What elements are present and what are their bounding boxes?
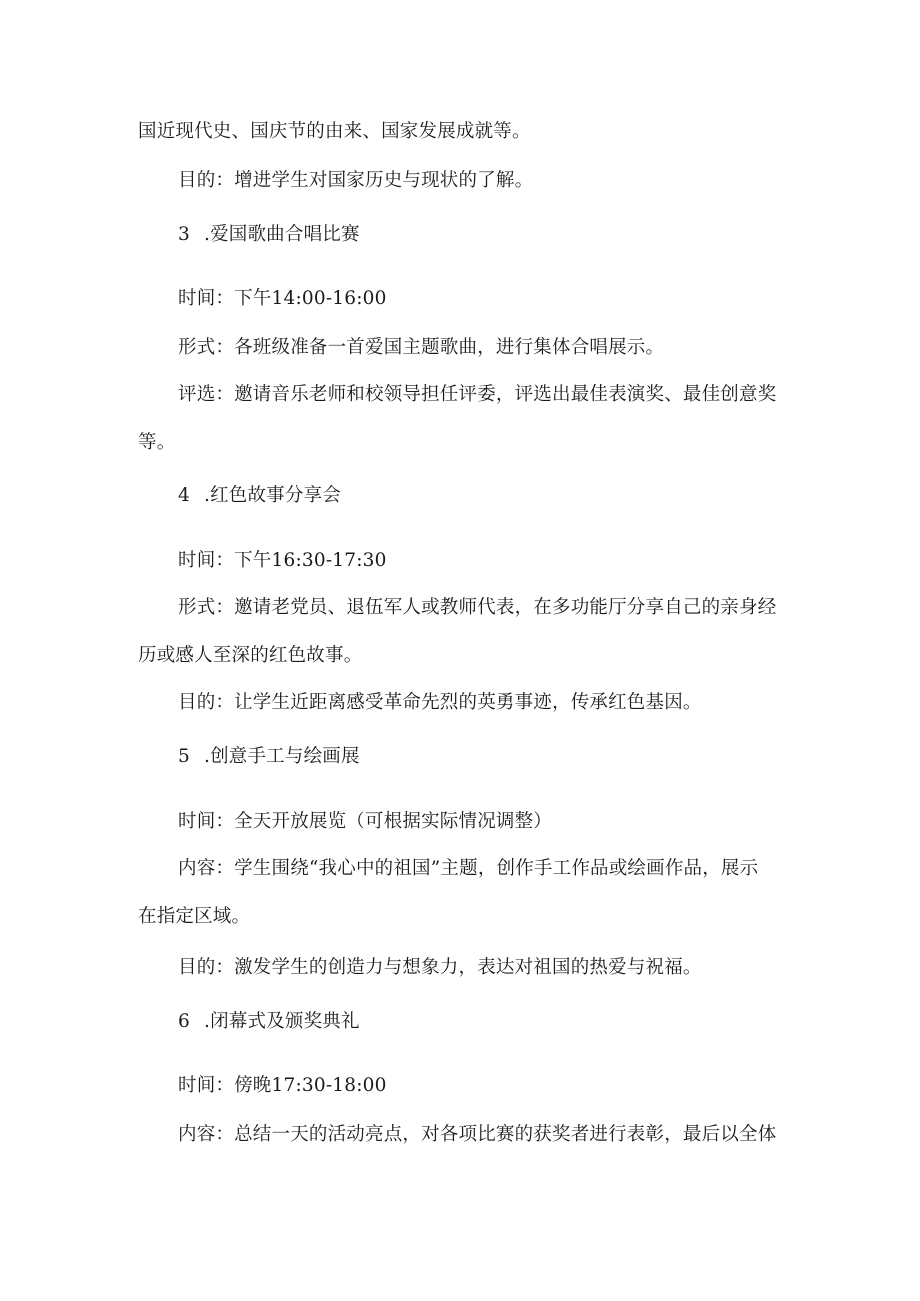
paragraph-line: 目的：让学生近距离感受革命先烈的英勇事迹，传承红色基因。	[178, 692, 702, 713]
paragraph-line: 时间：下午16:30-17:30	[178, 550, 387, 571]
section-title: .创意手工与绘画展	[204, 746, 360, 767]
section-heading-4	[178, 485, 818, 507]
paragraph-line: 目的：增进学生对国家历史与现状的了解。	[178, 170, 534, 191]
section-title: .红色故事分享会	[204, 485, 341, 506]
section-number: 3	[178, 224, 190, 245]
section-heading-6	[178, 1011, 818, 1033]
paragraph-line: 形式：邀请老党员、退伍军人或教师代表，在多功能厅分享自己的亲身经	[178, 597, 777, 618]
paragraph-line: 等。	[138, 432, 176, 453]
section-title: .闭幕式及颁奖典礼	[204, 1011, 360, 1032]
paragraph-line: 在指定区域。	[138, 906, 251, 927]
paragraph-line: 时间：下午14:00-16:00	[178, 288, 387, 309]
paragraph-line: 内容：学生围绕“我心中的祖国”主题，创作手工作品或绘画作品，展示	[178, 858, 759, 879]
paragraph-line: 时间：全天开放展览（可根据实际情况调整）	[178, 811, 553, 832]
section-number: 5	[178, 746, 190, 767]
paragraph-line: 内容：总结一天的活动亮点，对各项比赛的获奖者进行表彰，最后以全体	[178, 1124, 777, 1145]
section-number: 6	[178, 1011, 190, 1032]
paragraph-line: 形式：各班级准备一首爱国主题歌曲，进行集体合唱展示。	[178, 337, 665, 358]
section-heading-5	[178, 746, 818, 768]
section-number: 4	[178, 485, 190, 506]
paragraph-line: 评选：邀请音乐老师和校领导担任评委，评选出最佳表演奖、最佳创意奖	[178, 384, 777, 405]
section-title: .爱国歌曲合唱比赛	[204, 224, 360, 245]
paragraph-line: 国近现代史、国庆节的由来、国家发展成就等。	[138, 121, 531, 142]
section-heading-3	[178, 224, 818, 246]
paragraph-line: 目的：激发学生的创造力与想象力，表达对祖国的热爱与祝福。	[178, 957, 702, 978]
paragraph-line: 时间：傍晚17:30-18:00	[178, 1075, 387, 1096]
paragraph-line: 历或感人至深的红色故事。	[138, 645, 363, 666]
